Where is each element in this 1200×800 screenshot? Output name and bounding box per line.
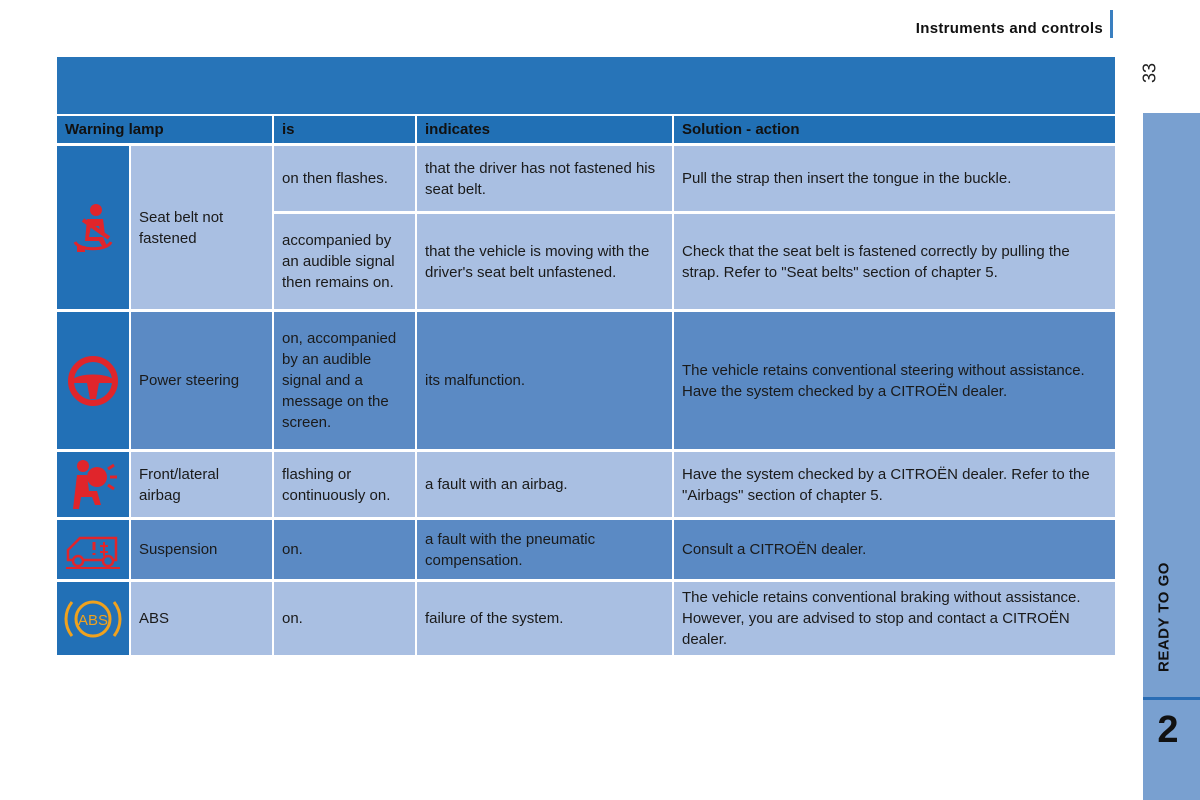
cell-indicates: that the vehicle is moving with the driver's seat belt unfastened. [417, 211, 674, 309]
cell-indicates: its malfunction. [417, 309, 674, 449]
cell-solution: The vehicle retains conventional braking without assistance. However, you are advised to stop and contact a CITROËN dealer. [674, 579, 1115, 655]
table-row-airbag [57, 449, 1115, 517]
lamp-name: Power steering [131, 309, 274, 449]
icon-cell [57, 517, 131, 579]
table-header-row [57, 116, 1115, 143]
cell-solution: Check that the seat belt is fastened correctly by pulling the strap. Refer to "Seat belts" section of chapter 5. [674, 211, 1115, 309]
cell-indicates: that the driver has not fastened his seat belt. [417, 143, 674, 211]
chapter-number: 2 [1157, 708, 1179, 751]
cell-indicates: a fault with an airbag. [417, 449, 674, 517]
suspension-icon [64, 530, 122, 570]
cell-solution: Consult a CITROËN dealer. [674, 517, 1115, 579]
cell-indicates: failure of the system. [417, 579, 674, 655]
cell-is: accompanied by an audible signal then remains on. [274, 211, 417, 309]
warning-lamp-table [57, 116, 1115, 655]
cell-solution: The vehicle retains conventional steering without assistance. Have the system checked by a CITROËN dealer. [674, 309, 1115, 449]
cell-is: on. [274, 517, 417, 579]
steering-wheel-icon [67, 355, 119, 407]
lamp-name: ABS [131, 579, 274, 655]
column-header-warning-lamp: Warning lamp [57, 116, 274, 143]
table-row-suspension [57, 517, 1115, 579]
airbag-icon [67, 457, 119, 513]
lamp-name: Seat belt not fastened [131, 143, 274, 309]
icon-cell [57, 579, 131, 655]
cell-indicates: a fault with the pneumatic compensation. [417, 517, 674, 579]
abs-icon [62, 594, 124, 644]
page-number: 33 [1139, 62, 1160, 84]
table-row-seat-belt [57, 143, 1115, 211]
title-rule [1110, 10, 1113, 38]
chapter-rule [1143, 697, 1200, 700]
table-row-abs [57, 579, 1115, 655]
icon-cell [57, 449, 131, 517]
cell-is: on then flashes. [274, 143, 417, 211]
lamp-name: Suspension [131, 517, 274, 579]
cell-solution: Have the system checked by a CITROËN dealer. Refer to the "Airbags" section of chapter 5. [674, 449, 1115, 517]
cell-solution: Pull the strap then insert the tongue in the buckle. [674, 143, 1115, 211]
table-banner [57, 57, 1115, 114]
icon-cell [57, 143, 131, 309]
column-header-solution: Solution - action [674, 116, 1115, 143]
section-title: Instruments and controls [915, 20, 1103, 37]
table-row-power-steering [57, 309, 1115, 449]
cell-is: on. [274, 579, 417, 655]
cell-is: flashing or continuously on. [274, 449, 417, 517]
abs-icon-text: ABS [77, 611, 109, 629]
column-header-is: is [274, 116, 417, 143]
lamp-name: Front/lateral airbag [131, 449, 274, 517]
cell-is: on, accompanied by an audible signal and a message on the screen. [274, 309, 417, 449]
chapter-label: READY TO GO [1155, 562, 1173, 673]
seat-belt-icon [69, 202, 117, 254]
column-header-indicates: indicates [417, 116, 674, 143]
icon-cell [57, 309, 131, 449]
